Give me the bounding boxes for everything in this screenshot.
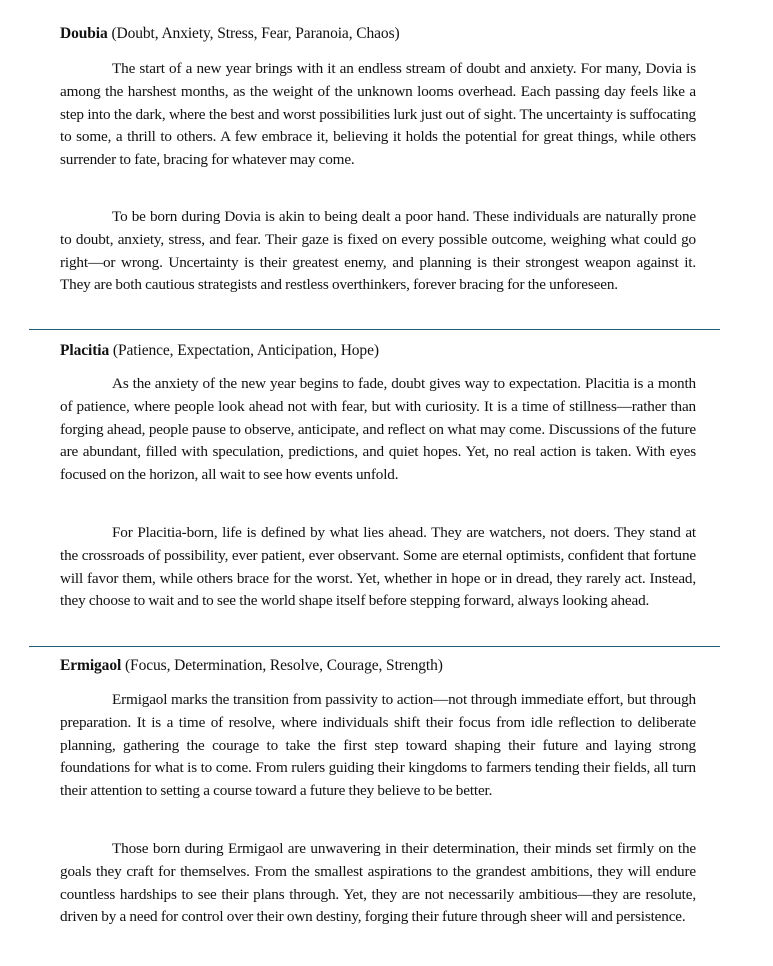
month-traits: (Doubt, Anxiety, Stress, Fear, Paranoia, Chaos) (111, 25, 400, 42)
section-ermigaol-body-2 (0, 838, 773, 929)
paragraph: To be born during Dovia is akin to being dealt a poor hand. These individuals are naturally prone to doubt, anxiety, stress, and fear. Their gaze is fixed on every possible outcome, weighing what could go right—or wrong. Uncertainty is their greatest enemy, and planning is their strongest weapon against it. They are both cautious strategists and restless overthinkers, forever bracing for the unforeseen. (60, 208, 696, 294)
month-name: Placitia (60, 342, 110, 359)
section-heading (60, 22, 696, 45)
paragraph: Those born during Ermigaol are unwavering in their determination, their minds set firmly on the goals they craft for themselves. From the smallest aspirations to the grandest ambitions, they will endure countless hardships to see their plans through. Yet, they are not necessarily ambitious—they are resolute, driven by a need for control over their own destiny, forging their future through sheer will and persistence. (60, 840, 696, 926)
section-heading (60, 339, 696, 362)
section-ermigaol (0, 654, 773, 677)
month-traits: (Focus, Determination, Resolve, Courage, Strength) (124, 657, 443, 674)
section-ermigaol-body (0, 689, 773, 803)
section-doubia-body (0, 58, 773, 172)
month-traits: (Patience, Expectation, Anticipation, Hope) (112, 342, 379, 359)
paragraph: The start of a new year brings with it an endless stream of doubt and anxiety. For many, Dovia is among the harshest months, as the weight of the unknown looms overhead. Each passing day feels like a step into the dark, where the best and worst possibilities lurk just out of sight. The uncertainty is suffocating to some, a thrill to others. A few embrace it, believing it holds the potential for great things, while others surrender to fate, bracing for whatever may come. (60, 60, 696, 169)
paragraph: As the anxiety of the new year begins to fade, doubt gives way to expectation. Placitia is a month of patience, where people look ahead not with fear, but with curiosity. It is a time of stillness—rather than forging ahead, people pause to observe, anticipate, and reflect on what may come. Discussions of the future are abundant, filled with speculation, predictions, and quiet hopes. Yet, no real action is taken. With eyes focused on the horizon, all wait to see how events unfold. (60, 375, 696, 484)
paragraph: Ermigaol marks the transition from passivity to action—not through immediate effort, but through preparation. It is a time of resolve, where individuals shift their focus from idle reflection to deliberate planning, gathering the courage to take the first step toward shaping their future and laying strong foundations for what is to come. From rulers guiding their kingdoms to farmers tending their fields, all turn their attention to setting a course toward a future they believe to be better. (60, 691, 696, 800)
section-placitia-body-2 (0, 522, 773, 613)
section-divider (29, 329, 720, 330)
section-placitia (0, 339, 773, 362)
section-placitia-body (0, 373, 773, 487)
month-name: Ermigaol (60, 657, 122, 674)
section-heading (60, 654, 696, 677)
month-name: Doubia (60, 25, 108, 42)
paragraph: For Placitia-born, life is defined by what lies ahead. They are watchers, not doers. They stand at the crossroads of possibility, ever patient, ever observant. Some are eternal optimists, confident that fortune will favor them, while others brace for the worst. Yet, whether in hope or in dread, they rarely act. Instead, they choose to wait and to see the world shape itself before stepping forward, always looking ahead. (60, 524, 696, 610)
section-doubia-body-2 (0, 206, 773, 297)
section-doubia (0, 22, 773, 45)
section-divider (29, 646, 720, 647)
